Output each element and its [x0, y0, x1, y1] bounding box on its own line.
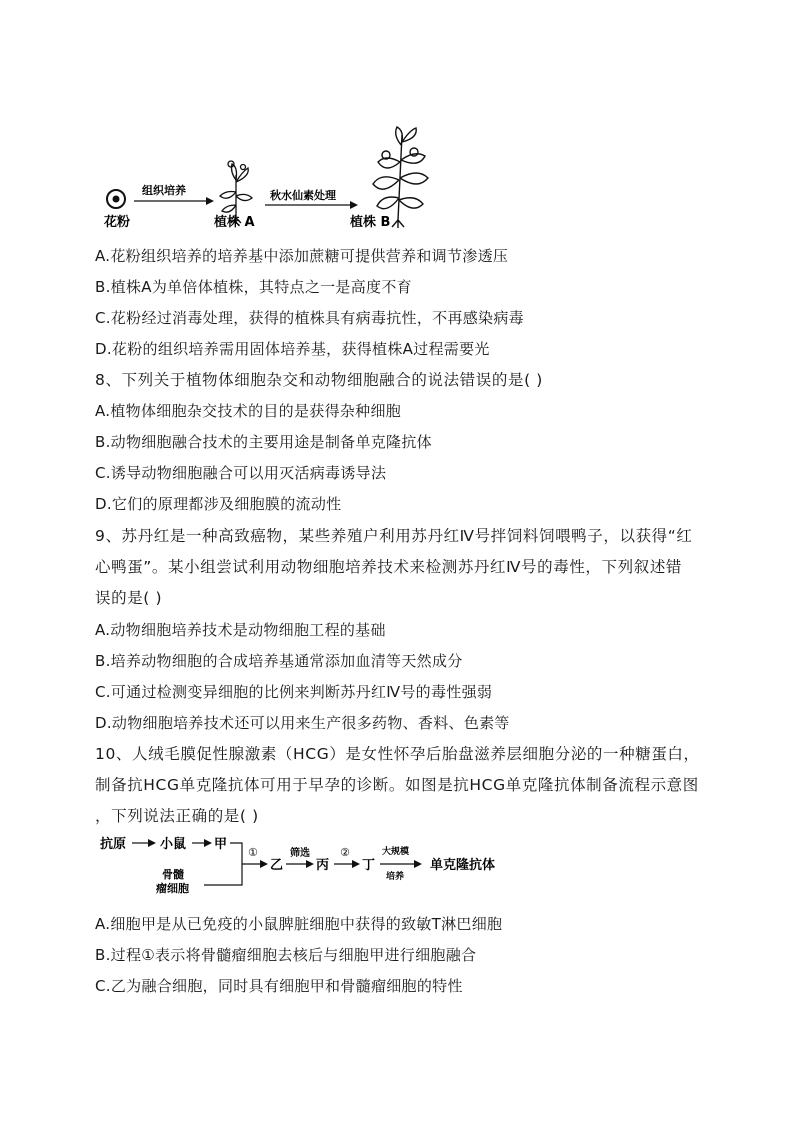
q9-stem-line3: 误的是( )	[95, 589, 163, 607]
q10-option-c: C.乙为融合细胞，同时具有细胞甲和骨髓瘤细胞的特性	[95, 977, 463, 995]
q9-stem-line1: 9、苏丹红是一种高致癌物，某些养殖户利用苏丹红Ⅳ号拌饲料饲喂鸭子，以获得“红	[95, 527, 693, 545]
q10-stem-line2: 制备抗HCG单克隆抗体可用于早孕的诊断。如图是抗HCG单克隆抗体制备流程示意图	[95, 776, 699, 794]
q7-option-d: D.花粉的组织培养需用固体培养基，获得植株A过程需要光	[95, 340, 490, 358]
cell-ding-label: 丁	[362, 858, 376, 873]
pollen-culture-diagram	[100, 120, 460, 235]
step1-label: ①	[248, 846, 258, 859]
plant-a-label: 植株 A	[214, 215, 255, 230]
q8-option-b: B.动物细胞融合技术的主要用途是制备单克隆抗体	[95, 433, 432, 451]
cell-yi-label: 乙	[270, 858, 284, 873]
cell-bing-label: 丙	[316, 858, 330, 873]
plant-b-label: 植株 B	[350, 215, 391, 230]
culture-label: 培养	[386, 872, 405, 882]
q8-option-a: A.植物体细胞杂交技术的目的是获得杂种细胞	[95, 402, 402, 420]
q10-option-a: A.细胞甲是从已免疫的小鼠脾脏细胞中获得的致敏T淋巴细胞	[95, 915, 503, 933]
myeloma-label-line1: 骨髓	[162, 868, 184, 881]
large-scale-label: 大规模	[382, 847, 410, 857]
q8-option-c: C.诱导动物细胞融合可以用灭活病毒诱导法	[95, 464, 387, 482]
q9-option-c: C.可通过检测变异细胞的比例来判断苏丹红Ⅳ号的毒性强弱	[95, 683, 493, 701]
q10-stem-line3: ，下列说法正确的是( )	[95, 807, 259, 825]
monoclonal-antibody-label: 单克隆抗体	[430, 858, 496, 873]
arrow2-label: 秋水仙素处理	[270, 189, 336, 202]
step2-label: ②	[340, 846, 350, 859]
myeloma-label-line2: 瘤细胞	[156, 882, 189, 895]
mouse-label: 小鼠	[160, 837, 187, 852]
q10-stem-line1: 10、人绒毛膜促性腺激素（HCG）是女性怀孕后胎盘滋养层细胞分泌的一种糖蛋白，	[95, 745, 700, 763]
q8-stem: 8、下列关于植物体细胞杂交和动物细胞融合的说法错误的是( )	[95, 371, 543, 389]
q9-stem-line2: 心鸭蛋”。某小组尝试利用动物细胞培养技术来检测苏丹红Ⅳ号的毒性，下列叙述错	[95, 558, 683, 576]
q10-option-b: B.过程①表示将骨髓瘤细胞去核后与细胞甲进行细胞融合	[95, 946, 477, 964]
cell-jia-label: 甲	[214, 837, 228, 852]
q9-option-b: B.培养动物细胞的合成培养基通常添加血清等天然成分	[95, 652, 463, 670]
q7-option-a: A.花粉组织培养的培养基中添加蔗糖可提供营养和调节渗透压	[95, 247, 509, 265]
antigen-label: 抗原	[100, 837, 127, 852]
monoclonal-antibody-flow-diagram	[96, 828, 516, 898]
q7-option-c: C.花粉经过消毒处理，获得的植株具有病毒抗性，不再感染病毒	[95, 309, 524, 327]
q9-option-a: A.动物细胞培养技术是动物细胞工程的基础	[95, 621, 386, 639]
q7-option-b: B.植株A为单倍体植株，其特点之一是高度不育	[95, 278, 412, 296]
q9-option-d: D.动物细胞培养技术还可以用来生产很多药物、香料、色素等	[95, 714, 510, 732]
plant-b-icon	[373, 127, 428, 228]
q8-option-d: D.它们的原理都涉及细胞膜的流动性	[95, 495, 342, 513]
pollen-label: 花粉	[104, 215, 131, 230]
arrow1-label: 组织培养	[142, 184, 186, 197]
screening-label: 筛选	[290, 848, 310, 859]
